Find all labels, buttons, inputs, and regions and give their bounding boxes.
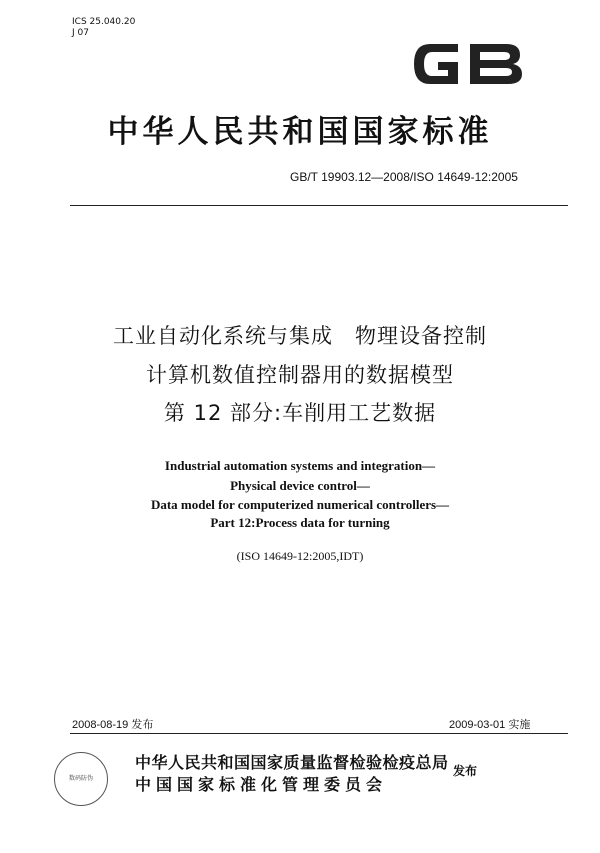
title-en-line3: Data model for computerized numerical controllers— bbox=[150, 497, 450, 512]
title-en-line1: Industrial automation systems and integration— bbox=[164, 458, 436, 473]
title-cn-line3: 第 12 部分:车削用工艺数据 bbox=[163, 401, 437, 425]
standard-number: GB/T 19903.12—2008/ISO 14649-12:2005 bbox=[290, 170, 518, 184]
publisher-sac: 中国国家标准化管理委员会 bbox=[135, 775, 388, 794]
publisher-aqsiq: 中华人民共和国国家质量监督检验检疫总局 bbox=[135, 753, 449, 772]
ccs-code: J 07 bbox=[72, 28, 89, 38]
title-cn-line1: 工业自动化系统与集成 物理设备控制 bbox=[113, 324, 487, 348]
standard-national-name: 中华人民共和国国家标准 bbox=[107, 114, 493, 150]
top-divider bbox=[70, 205, 568, 206]
publish-label: 发布 bbox=[453, 764, 478, 778]
ics-code: ICS 25.040.20 bbox=[72, 17, 136, 27]
title-en-line2: Physical device control— bbox=[230, 478, 370, 493]
adoption-note: (ISO 14649-12:2005,IDT) bbox=[236, 549, 364, 563]
title-cn-line2: 计算机数值控制器用的数据模型 bbox=[146, 363, 454, 387]
gb-logo bbox=[408, 36, 528, 92]
anti-counterfeit-stamp bbox=[54, 752, 108, 806]
stamp-label: 数码防伪 bbox=[68, 775, 93, 782]
classification-codes bbox=[72, 17, 135, 39]
implementation-date: 2009-03-01 实施 bbox=[449, 719, 531, 731]
issue-date: 2008-08-19 发布 bbox=[72, 719, 154, 731]
title-en-line4: Part 12:Process data for turning bbox=[210, 515, 390, 530]
bottom-divider bbox=[70, 733, 568, 734]
